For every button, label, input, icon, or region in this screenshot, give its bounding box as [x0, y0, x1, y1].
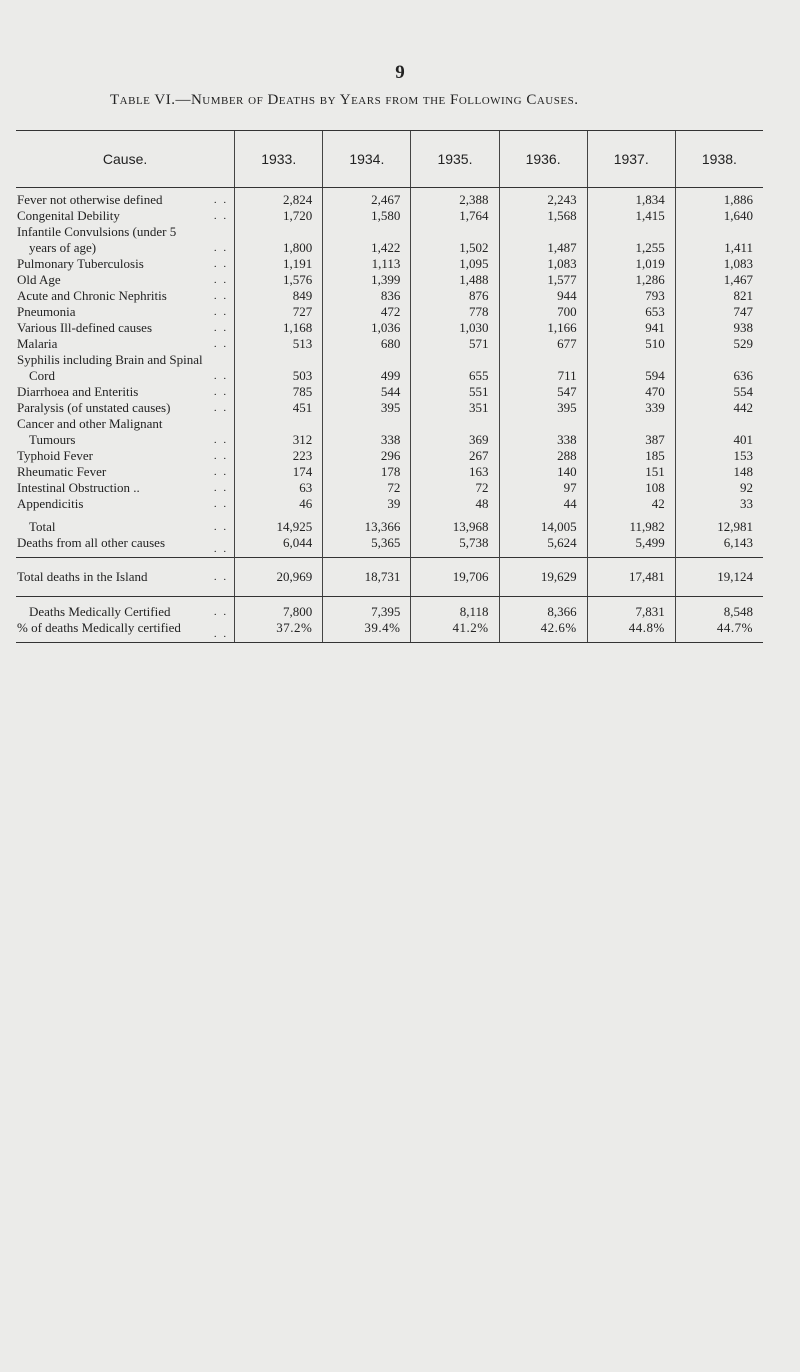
table-row	[16, 416, 763, 448]
certified-label: Deaths Medically Certified . .	[29, 604, 229, 619]
leader-dots: . .	[213, 466, 229, 478]
cell-1933: 174	[235, 464, 323, 480]
cell-1936: 44	[499, 496, 587, 512]
total-1936: 14,005	[499, 512, 587, 535]
table-row	[16, 448, 763, 464]
island-1934: 18,731	[323, 558, 411, 597]
certified-pct-1935: 41.2%	[411, 620, 499, 643]
cell-1937: 151	[587, 464, 675, 480]
cause-text-continued: years of age)	[29, 240, 97, 255]
cell-1936: 1,083	[499, 256, 587, 272]
cell-1937: 941	[587, 320, 675, 336]
cause-text: Pneumonia	[17, 304, 76, 319]
total-1935: 13,968	[411, 512, 499, 535]
cell-1937: 108	[587, 480, 675, 496]
cell-1933: 1,191	[235, 256, 323, 272]
cell-1938: 1,467	[675, 272, 763, 288]
cell-1933: 1,720	[235, 208, 323, 224]
cell-1938: 442	[675, 400, 763, 416]
table-row	[16, 496, 763, 512]
cell-1938: 153	[675, 448, 763, 464]
total-1938: 12,981	[675, 512, 763, 535]
cause-label	[16, 464, 235, 480]
cause-text: Syphilis including Brain and Spinal	[17, 352, 203, 367]
cause-label	[16, 416, 235, 448]
cell-1934: 836	[323, 288, 411, 304]
leader-dots: . .	[213, 194, 229, 206]
cell-1935: 351	[411, 400, 499, 416]
cause-text: Various Ill-defined causes	[17, 320, 153, 335]
cause-text: Congenital Debility	[17, 208, 120, 223]
cell-1937: 387	[587, 416, 675, 448]
cell-1936: 711	[499, 352, 587, 384]
cell-1937: 1,255	[587, 224, 675, 256]
cause-text: Infantile Convulsions (under 5	[17, 224, 177, 239]
other-1938: 6,143	[675, 535, 763, 558]
cell-1937: 42	[587, 496, 675, 512]
certified-1933: 7,800	[235, 597, 323, 621]
column-header-1937: 1937.	[587, 131, 675, 188]
cell-1937: 339	[587, 400, 675, 416]
table-row	[16, 304, 763, 320]
leader-dots: . .	[213, 210, 229, 222]
cause-text-continued: Tumours	[29, 432, 76, 447]
cell-1934: 544	[323, 384, 411, 400]
cell-1934: 1,036	[323, 320, 411, 336]
cell-1936: 944	[499, 288, 587, 304]
cell-1934: 1,422	[323, 224, 411, 256]
island-1935: 19,706	[411, 558, 499, 597]
total-1934: 13,366	[323, 512, 411, 535]
cause-text: Rheumatic Fever	[17, 464, 107, 479]
cause-label	[16, 320, 235, 336]
cell-1936: 288	[499, 448, 587, 464]
certified-1936: 8,366	[499, 597, 587, 621]
cell-1938: 1,886	[675, 192, 763, 208]
island-1936: 19,629	[499, 558, 587, 597]
cell-1933: 513	[235, 336, 323, 352]
total-1937: 11,982	[587, 512, 675, 535]
cause-text: Paralysis (of unstated causes)	[17, 400, 171, 415]
cell-1933: 1,800	[235, 224, 323, 256]
cause-text: Malaria	[17, 336, 58, 351]
other-1933: 6,044	[235, 535, 323, 558]
cell-1938: 401	[675, 416, 763, 448]
cell-1936: 700	[499, 304, 587, 320]
certified-pct-1938: 44.7%	[675, 620, 763, 643]
cause-label	[16, 256, 235, 272]
cell-1936: 2,243	[499, 192, 587, 208]
table-row	[16, 352, 763, 384]
cell-1934: 338	[323, 416, 411, 448]
cell-1935: 2,388	[411, 192, 499, 208]
cell-1935: 876	[411, 288, 499, 304]
table-row	[16, 256, 763, 272]
cell-1933: 451	[235, 400, 323, 416]
cell-1934: 2,467	[323, 192, 411, 208]
leader-dots: . .	[213, 290, 229, 302]
table-row	[16, 224, 763, 256]
table-row	[16, 192, 763, 208]
cell-1935: 655	[411, 352, 499, 384]
cause-text: Intestinal Obstruction ..	[17, 480, 140, 495]
other-causes-label: Deaths from all other causes . .	[17, 535, 229, 555]
table-row	[16, 320, 763, 336]
other-1935: 5,738	[411, 535, 499, 558]
cause-label	[16, 480, 235, 496]
cell-1936: 677	[499, 336, 587, 352]
leader-dots: . .	[213, 386, 229, 398]
cell-1938: 938	[675, 320, 763, 336]
cell-1937: 510	[587, 336, 675, 352]
certified-1938: 8,548	[675, 597, 763, 621]
cell-1936: 1,166	[499, 320, 587, 336]
column-header-cause: Cause.	[16, 131, 235, 188]
table-row	[16, 480, 763, 496]
certified-pct-row	[16, 620, 763, 643]
cell-1934: 296	[323, 448, 411, 464]
cell-1934: 178	[323, 464, 411, 480]
cause-text-continued: Cord	[29, 368, 55, 383]
cause-label	[16, 400, 235, 416]
cell-1935: 1,488	[411, 272, 499, 288]
leader-dots: . .	[213, 482, 229, 494]
cell-1935: 369	[411, 416, 499, 448]
cell-1934: 1,580	[323, 208, 411, 224]
cause-label	[16, 304, 235, 320]
cell-1935: 1,764	[411, 208, 499, 224]
cause-label	[16, 288, 235, 304]
island-1938: 19,124	[675, 558, 763, 597]
island-total-label: Total deaths in the Island . .	[16, 558, 235, 597]
cell-1936: 140	[499, 464, 587, 480]
cause-text: Diarrhoea and Enteritis	[17, 384, 139, 399]
certified-1934: 7,395	[323, 597, 411, 621]
cell-1934: 1,113	[323, 256, 411, 272]
cell-1935: 267	[411, 448, 499, 464]
cell-1933: 503	[235, 352, 323, 384]
column-header-1936: 1936.	[499, 131, 587, 188]
cell-1934: 499	[323, 352, 411, 384]
certified-pct-1934: 39.4%	[323, 620, 411, 643]
cell-1934: 680	[323, 336, 411, 352]
cell-1937: 653	[587, 304, 675, 320]
cell-1938: 1,640	[675, 208, 763, 224]
cause-text: Cancer and other Malignant	[17, 416, 163, 431]
table-row	[16, 272, 763, 288]
column-header-1933: 1933.	[235, 131, 323, 188]
table-row	[16, 400, 763, 416]
cause-text: Pulmonary Tuberculosis	[17, 256, 144, 271]
cell-1935: 163	[411, 464, 499, 480]
cell-1937: 1,415	[587, 208, 675, 224]
other-causes-row	[16, 535, 763, 558]
table-row	[16, 384, 763, 400]
other-1936: 5,624	[499, 535, 587, 558]
cell-1933: 1,576	[235, 272, 323, 288]
column-header-1934: 1934.	[323, 131, 411, 188]
cell-1938: 821	[675, 288, 763, 304]
cell-1938: 747	[675, 304, 763, 320]
cell-1934: 1,399	[323, 272, 411, 288]
cell-1938: 1,083	[675, 256, 763, 272]
cell-1934: 39	[323, 496, 411, 512]
other-1937: 5,499	[587, 535, 675, 558]
total-label: Total . .	[29, 519, 229, 534]
cause-text: Old Age	[17, 272, 61, 287]
leader-dots: . .	[213, 258, 229, 270]
cell-1935: 1,095	[411, 256, 499, 272]
cause-label	[16, 208, 235, 224]
table-title: Table VI.—Number of Deaths by Years from the Following Causes.	[110, 92, 579, 108]
certified-1935: 8,118	[411, 597, 499, 621]
cell-1933: 849	[235, 288, 323, 304]
certified-pct-1937: 44.8%	[587, 620, 675, 643]
cause-text: Appendicitis	[17, 496, 84, 511]
cell-1935: 72	[411, 480, 499, 496]
cause-label	[16, 384, 235, 400]
leader-dots: . .	[213, 306, 229, 318]
cell-1935: 571	[411, 336, 499, 352]
cause-label	[16, 352, 235, 384]
cell-1936: 1,577	[499, 272, 587, 288]
page-number: 9	[395, 62, 405, 83]
leader-dots: . .	[213, 498, 229, 510]
cell-1937: 594	[587, 352, 675, 384]
column-header-1935: 1935.	[411, 131, 499, 188]
cause-text: Typhoid Fever	[17, 448, 93, 463]
cell-1933: 727	[235, 304, 323, 320]
cell-1933: 312	[235, 416, 323, 448]
cell-1938: 636	[675, 352, 763, 384]
table-row	[16, 208, 763, 224]
cell-1937: 1,286	[587, 272, 675, 288]
cell-1935: 778	[411, 304, 499, 320]
column-header-1938: 1938.	[675, 131, 763, 188]
cell-1938: 1,411	[675, 224, 763, 256]
cell-1934: 72	[323, 480, 411, 496]
cause-label	[16, 336, 235, 352]
table-row	[16, 336, 763, 352]
cell-1936: 97	[499, 480, 587, 496]
cell-1936: 395	[499, 400, 587, 416]
certified-pct-label: % of deaths Medically certified . .	[16, 620, 235, 643]
cell-1938: 554	[675, 384, 763, 400]
cell-1937: 1,019	[587, 256, 675, 272]
cell-1935: 48	[411, 496, 499, 512]
cell-1938: 148	[675, 464, 763, 480]
other-1934: 5,365	[323, 535, 411, 558]
leader-dots: . .	[213, 338, 229, 350]
island-1937: 17,481	[587, 558, 675, 597]
cause-text: Fever not otherwise defined	[17, 192, 163, 207]
cause-rows	[16, 188, 763, 513]
cell-1935: 1,502	[411, 224, 499, 256]
summary-rows	[16, 512, 763, 643]
island-total-row	[16, 558, 763, 597]
leader-dots: . .	[213, 402, 229, 414]
cell-1936: 338	[499, 416, 587, 448]
island-1933: 20,969	[235, 558, 323, 597]
leader-dots: . .	[213, 370, 229, 382]
cell-1936: 547	[499, 384, 587, 400]
cause-label	[16, 272, 235, 288]
cell-1933: 2,824	[235, 192, 323, 208]
certified-1937: 7,831	[587, 597, 675, 621]
cause-label	[16, 224, 235, 256]
leader-dots: . .	[213, 450, 229, 462]
cell-1937: 1,834	[587, 192, 675, 208]
cell-1938: 529	[675, 336, 763, 352]
cause-text: Acute and Chronic Nephritis	[17, 288, 167, 303]
cause-label	[16, 448, 235, 464]
total-1933: 14,925	[235, 512, 323, 535]
cell-1935: 551	[411, 384, 499, 400]
certified-row	[16, 597, 763, 621]
cell-1933: 63	[235, 480, 323, 496]
table-row	[16, 288, 763, 304]
cell-1933: 223	[235, 448, 323, 464]
leader-dots: . .	[213, 274, 229, 286]
cell-1937: 470	[587, 384, 675, 400]
leader-dots: . .	[213, 242, 229, 254]
total-row	[16, 512, 763, 535]
deaths-table	[16, 130, 763, 643]
cell-1933: 1,168	[235, 320, 323, 336]
leader-dots: . .	[213, 434, 229, 446]
cell-1938: 33	[675, 496, 763, 512]
cell-1935: 1,030	[411, 320, 499, 336]
cell-1933: 46	[235, 496, 323, 512]
cell-1937: 793	[587, 288, 675, 304]
cause-label	[16, 192, 235, 208]
header-row	[16, 131, 763, 188]
cell-1936: 1,568	[499, 208, 587, 224]
certified-pct-1936: 42.6%	[499, 620, 587, 643]
table-row	[16, 464, 763, 480]
cell-1937: 185	[587, 448, 675, 464]
cell-1933: 785	[235, 384, 323, 400]
cell-1936: 1,487	[499, 224, 587, 256]
leader-dots: . .	[213, 322, 229, 334]
cell-1938: 92	[675, 480, 763, 496]
cell-1934: 472	[323, 304, 411, 320]
cause-label	[16, 496, 235, 512]
cell-1934: 395	[323, 400, 411, 416]
certified-pct-1933: 37.2%	[235, 620, 323, 643]
